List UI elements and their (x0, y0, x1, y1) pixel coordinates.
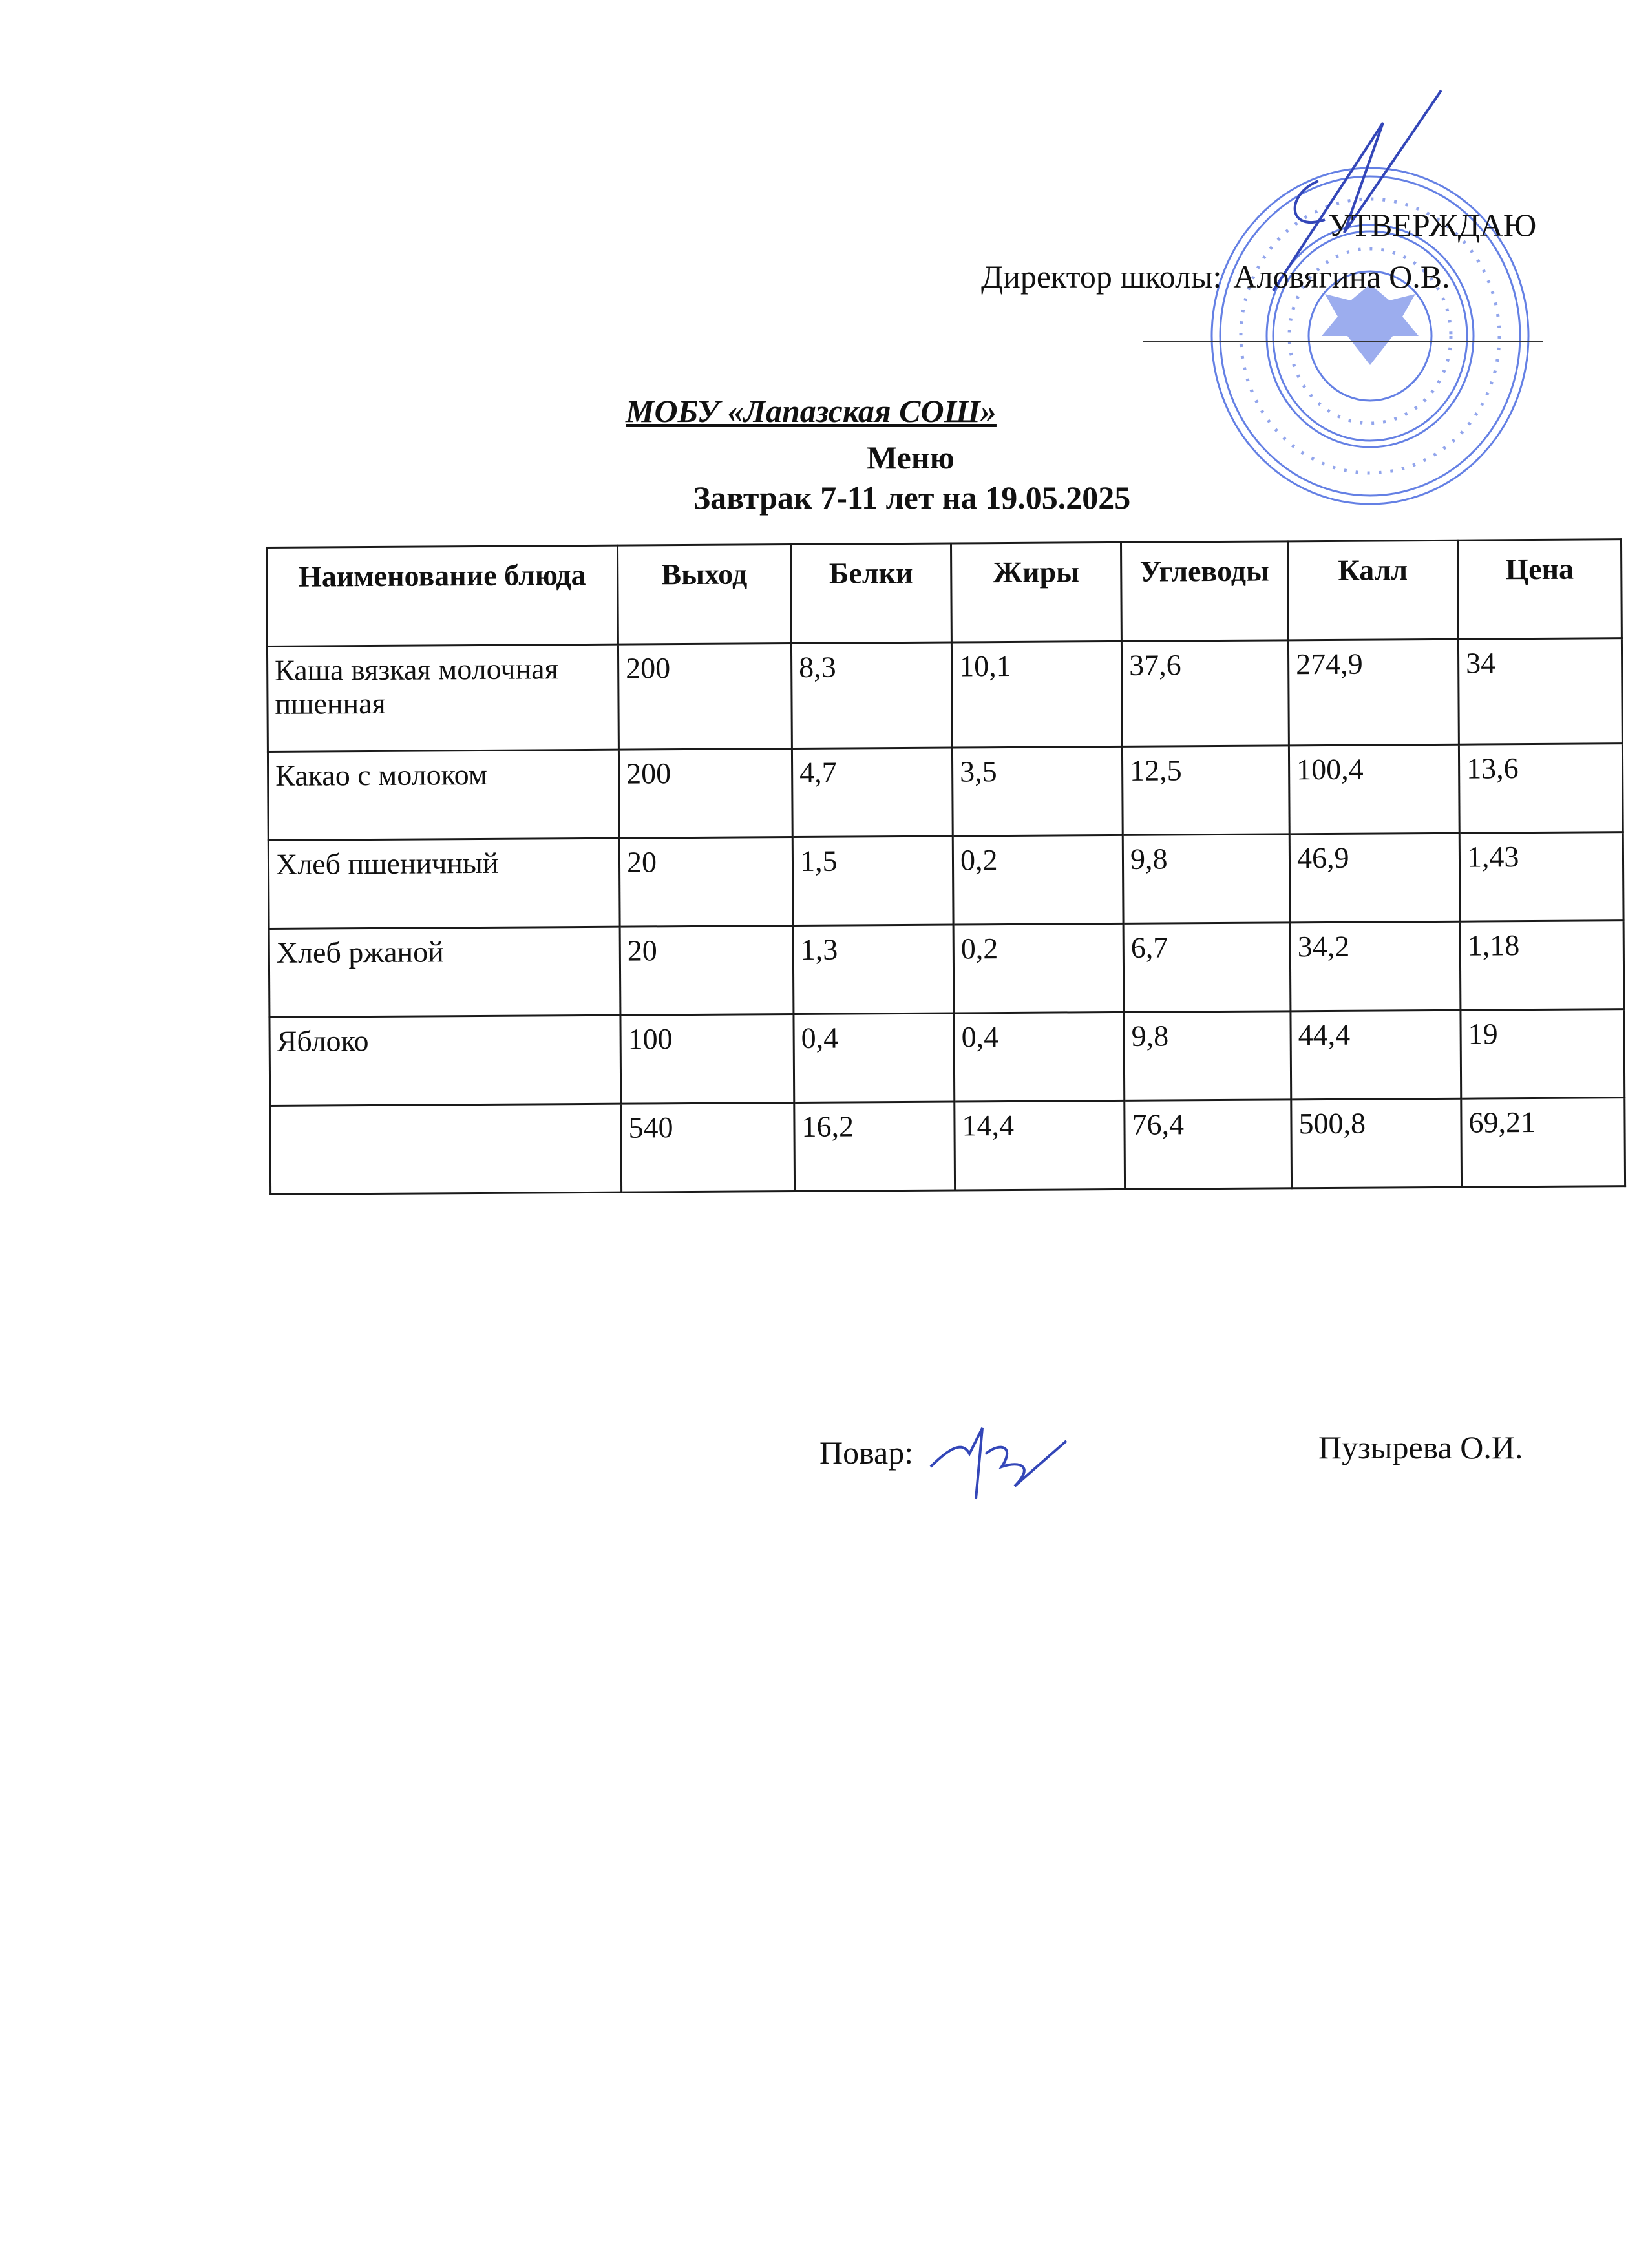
table-cell: 4,7 (792, 748, 953, 837)
table-cell: 20 (620, 926, 794, 1016)
menu-table (266, 538, 1626, 1195)
table-cell: 1,5 (792, 836, 953, 926)
column-header: Жиры (951, 542, 1121, 642)
cook-label: Повар: (819, 1434, 914, 1471)
meal-title: Завтрак 7-11 лет на 19.05.2025 (693, 479, 1131, 516)
table-cell: 0,2 (953, 923, 1124, 1013)
signature-underline (1143, 341, 1543, 342)
director-name: Аловягина О.В. (1233, 258, 1450, 295)
table-cell: 69,21 (1461, 1098, 1625, 1188)
table-row (268, 744, 1623, 841)
table-cell: 8,3 (791, 642, 952, 749)
dish-name-cell (270, 1104, 622, 1194)
table-cell: 13,6 (1459, 744, 1623, 834)
dish-name-cell: Хлеб ржаной (269, 927, 620, 1017)
table-cell: 34 (1458, 638, 1622, 745)
table-cell: 9,8 (1124, 1011, 1291, 1101)
dish-name-cell: Каша вязкая молочная пшенная (267, 644, 618, 751)
table-cell: 46,9 (1289, 833, 1460, 923)
cook-signature (924, 1415, 1073, 1518)
table-cell: 1,3 (793, 925, 954, 1014)
school-name: МОБУ «Лапазская СОШ» (626, 393, 997, 429)
column-header: Белки (790, 543, 951, 644)
table-cell: 34,2 (1290, 921, 1461, 1011)
table-row (268, 832, 1623, 929)
table-cell: 1,43 (1459, 832, 1623, 922)
table-cell: 20 (619, 837, 793, 927)
table-cell: 0,4 (794, 1013, 955, 1103)
table-cell: 100,4 (1289, 744, 1459, 834)
table-cell: 9,8 (1123, 834, 1290, 924)
column-header: Калл (1287, 540, 1458, 640)
director-line (981, 257, 1450, 296)
table-cell: 14,4 (955, 1100, 1125, 1190)
table-row (269, 921, 1624, 1018)
approval-label: УТВЕРЖДАЮ (1328, 207, 1537, 243)
column-header: Наименование блюда (267, 545, 618, 646)
column-header: Цена (1457, 540, 1622, 640)
table-cell: 0,2 (953, 835, 1123, 925)
table-cell: 37,6 (1121, 640, 1289, 747)
column-header: Углеводы (1121, 541, 1288, 642)
table-cell: 200 (618, 749, 792, 839)
table-cell: 1,18 (1460, 921, 1624, 1011)
table-row (269, 1009, 1625, 1106)
table-total-row (270, 1098, 1625, 1195)
director-label: Директор школы: (981, 258, 1222, 295)
table-cell: 200 (618, 644, 792, 750)
table-cell: 500,8 (1291, 1098, 1462, 1188)
table-cell: 0,4 (954, 1012, 1125, 1102)
table-cell: 12,5 (1122, 746, 1289, 835)
table-cell: 76,4 (1125, 1100, 1292, 1190)
column-header: Выход (617, 545, 791, 645)
cook-name: Пузырева О.И. (1318, 1429, 1523, 1465)
table-cell: 19 (1461, 1009, 1625, 1099)
table-cell: 274,9 (1288, 639, 1459, 746)
table-cell: 100 (620, 1014, 794, 1104)
table-cell: 6,7 (1123, 923, 1291, 1013)
dish-name-cell: Хлеб пшеничный (268, 838, 620, 929)
dish-name-cell: Какао с молоком (268, 750, 619, 840)
table-cell: 10,1 (951, 641, 1122, 748)
table-row (267, 638, 1622, 752)
table-header-row (267, 540, 1622, 647)
table-cell: 540 (621, 1103, 795, 1193)
table-cell: 16,2 (794, 1102, 955, 1192)
dish-name-cell: Яблоко (269, 1015, 621, 1106)
menu-title: Меню (867, 439, 955, 476)
table-cell: 3,5 (952, 746, 1123, 836)
table-cell: 44,4 (1291, 1010, 1461, 1100)
